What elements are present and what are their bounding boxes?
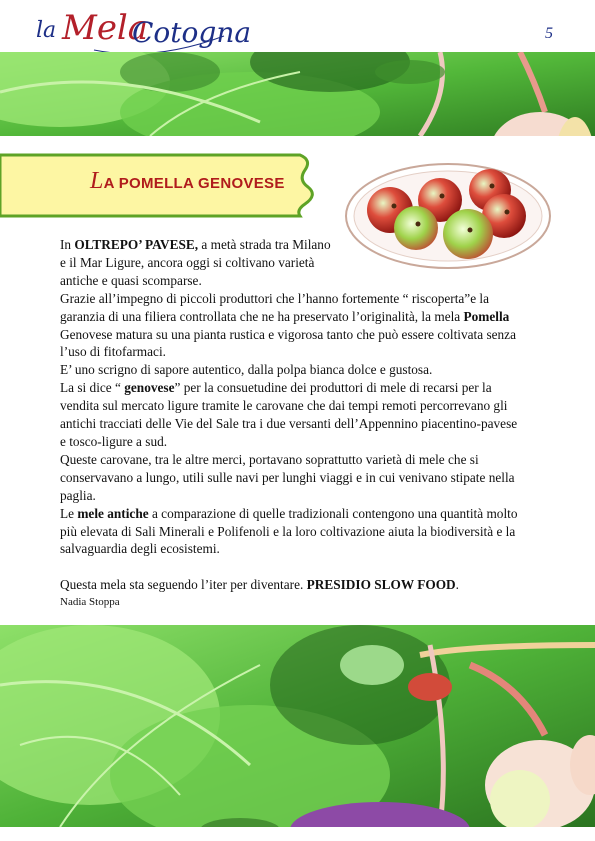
logo-la: la — [36, 18, 57, 43]
paragraph-intro: In OLTREPO’ PAVESE, a metà strada tra Milano e il Mar Ligure, ancora oggi si coltivano varietà antiche e quasi scomparse. — [60, 237, 331, 288]
title-rest: A POMELLA GENOVESE — [103, 175, 285, 192]
paragraph-carovane: Queste carovane, tra le altre merci, portavano soprattutto varietà di mele che si conservavano a lungo, utili sulle navi per lunghi viaggi e in cui venivano stipate nella paglia. — [60, 451, 515, 503]
bottom-flowers-photo — [0, 625, 595, 827]
article-body — [60, 236, 522, 610]
paragraph-scrigno: E’ uno scrigno di sapore autentico, dalla polpa bianca dolce e gustosa. — [60, 362, 433, 378]
paragraph-presidio: Questa mela sta seguendo l’iter per diventare. PRESIDIO SLOW FOOD. — [60, 577, 459, 593]
logo-swash — [34, 6, 234, 58]
logo-cotogna: Cotogna — [132, 16, 252, 49]
title-initial: L — [90, 168, 104, 194]
bold-genovese: genovese — [124, 380, 175, 396]
bold-presidio: PRESIDIO SLOW FOOD — [306, 577, 456, 593]
author-signature: Nadia Stoppa — [60, 596, 120, 609]
logo-mela: Mela — [62, 8, 149, 48]
bold-pomella: Pomella — [463, 308, 510, 324]
bold-mele-antiche: mele antiche — [77, 505, 149, 521]
paragraph-mele-antiche: Le mele antiche a comparazione di quelle tradizionali contengono una quantità molto più elevata di Sali Minerali e Polifenoli e la loro coltivazione aiuta la biodiversità e la salvaguardia degli ecosistemi. — [60, 505, 518, 557]
paragraph-genovese: La si dice “ genovese” per la consuetudine dei produttori di mele di recarsi per la vendita sul mercato ligure tramite le carovane che dai tempi remoti percorrevano gli antichi tracciati delle Vie del Sale tra i due versanti dell’Appennino piacentino-pavese e tosco-ligure a sud. — [60, 380, 518, 449]
top-leaves-photo — [0, 52, 595, 136]
paragraph-gap — [60, 558, 522, 576]
magazine-logo — [34, 6, 252, 56]
bold-oltrepo: OLTREPO’ PAVESE, — [74, 237, 199, 252]
page-number: 5 — [545, 25, 553, 42]
article-title — [90, 168, 285, 195]
paragraph-grazie: Grazie all’impegno di piccoli produttori che l’hanno fortemente “ riscoperta”e la garanzia di una filiera controllata che ne ha preservato l’originalità, la mela Pomella Genovese matura su una pianta rustica e vigorosa tanto che può essere coltivata senza l’uso di fitofarmaci. — [60, 290, 516, 360]
